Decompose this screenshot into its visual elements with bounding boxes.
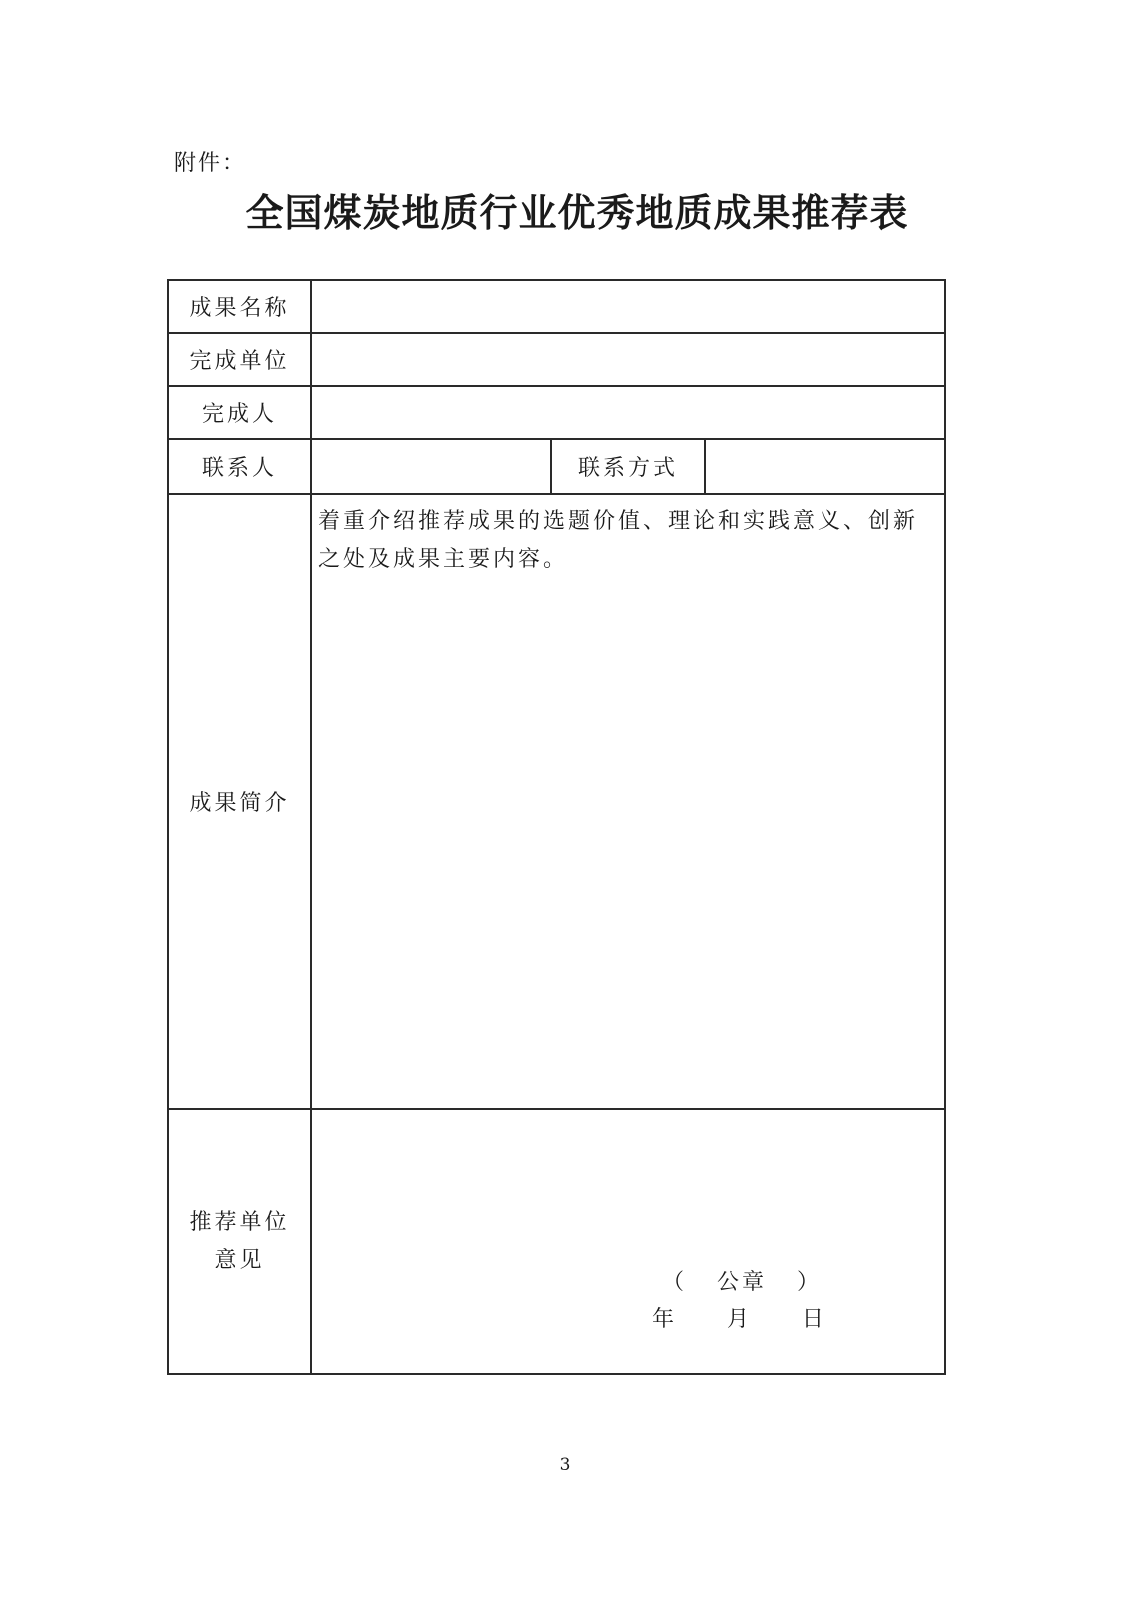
date-text: 年 月 日 [652,1307,827,1332]
page-title: 全国煤炭地质行业优秀地质成果推荐表 [245,191,909,235]
row-recommending-opinion [168,1109,945,1374]
recommending-unit-label [168,1109,311,1374]
row-contact [168,439,945,494]
achievement-name-label: 成果名称 [168,280,311,333]
contact-method-field[interactable] [705,439,945,494]
recommending-unit-label-line2: 意见 [214,1247,265,1273]
contact-method-label: 联系方式 [551,439,705,494]
summary-field[interactable] [311,494,945,1109]
contact-person-field[interactable] [311,439,551,494]
seal-text: （ 公章 ） [662,1270,822,1295]
row-completing-unit [168,333,945,386]
recommending-unit-label-line1: 推荐单位 [189,1209,290,1235]
row-summary [168,494,945,1109]
attachment-label: 附件： [174,151,247,176]
completer-label: 完成人 [168,386,311,439]
summary-label: 成果简介 [168,494,311,1109]
completer-field[interactable] [311,386,945,439]
summary-instruction: 着重介绍推荐成果的选题价值、理论和实践意义、创新之处及成果主要内容。 [318,509,919,572]
completing-unit-field[interactable] [311,333,945,386]
recommending-opinion-field[interactable] [311,1109,945,1374]
contact-person-label: 联系人 [168,439,311,494]
completing-unit-label: 完成单位 [168,333,311,386]
row-achievement-name [168,280,945,333]
row-completer [168,386,945,439]
page-number: 3 [559,1455,571,1475]
achievement-name-field[interactable] [311,280,945,333]
recommendation-form-table [167,279,946,1375]
